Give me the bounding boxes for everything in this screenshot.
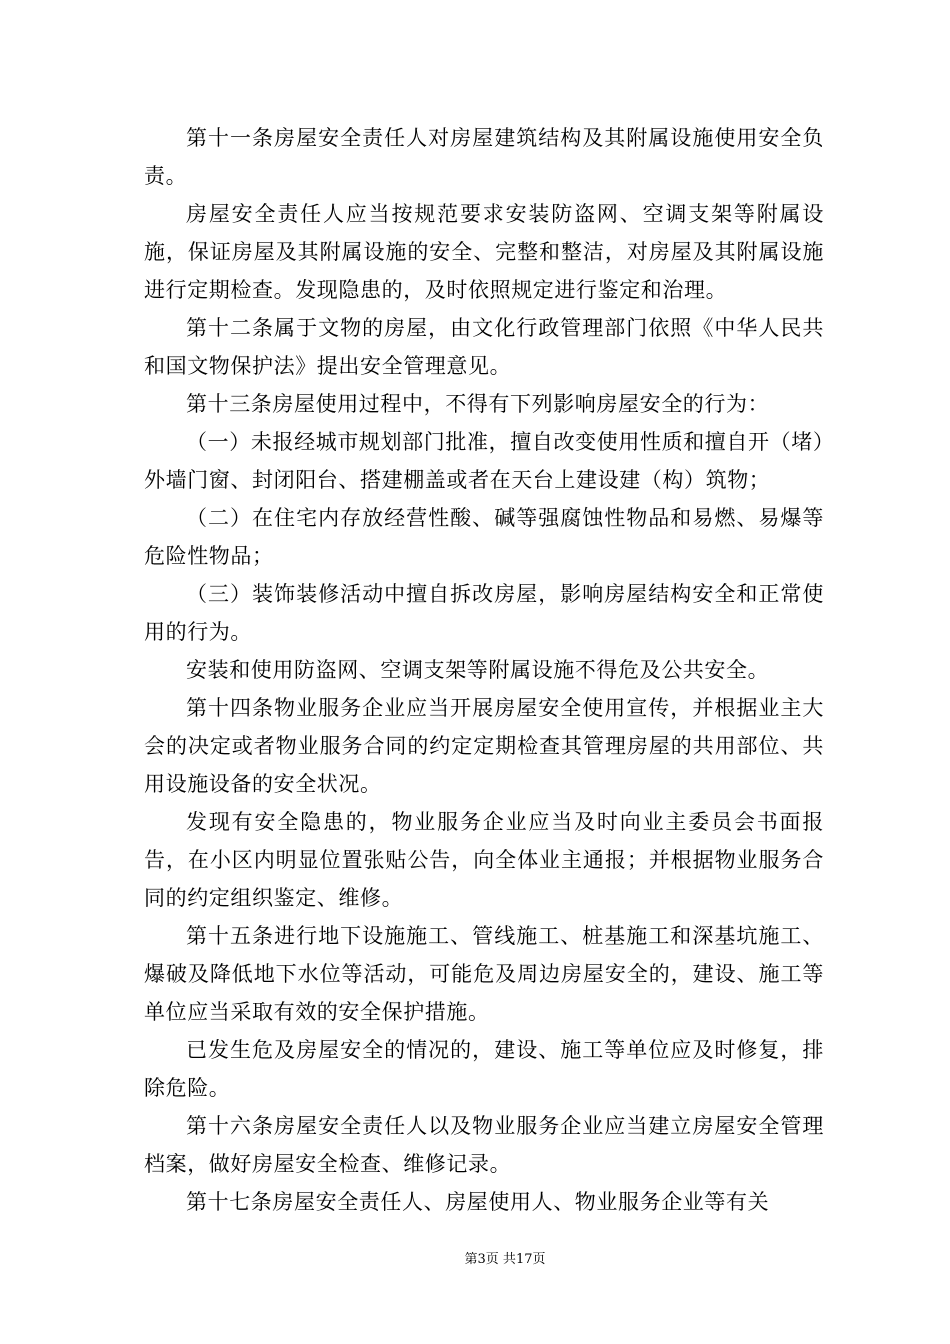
footer-total-pages: 17: [515, 1252, 533, 1267]
paragraph-article-13: 第十三条房屋使用过程中，不得有下列影响房屋安全的行为：: [186, 392, 770, 416]
paragraph-item-1: （一）未报经城市规划部门批准，擅自改变使用性质和擅自开（堵）外墙门窗、封闭阳台、搭建棚盖或者在天台上建设建（构）筑物；: [144, 430, 824, 492]
paragraph-article-17: 第十七条房屋安全责任人、房屋使用人、物业服务企业等有关: [186, 1190, 770, 1214]
page-footer: [0, 1248, 950, 1267]
paragraph-item-3: （三）装饰装修活动中擅自拆改房屋，影响房屋结构安全和正常使用的行为。: [144, 582, 824, 644]
paragraph-article-16: 第十六条房屋安全责任人以及物业服务企业应当建立房屋安全管理档案，做好房屋安全检查、维修记录。: [144, 1114, 824, 1176]
footer-current-page: 3: [477, 1252, 486, 1267]
paragraph-article-11-detail: 房屋安全责任人应当按规范要求安装防盗网、空调支架等附属设施，保证房屋及其附属设施的安全、完整和整洁，对房屋及其附属设施进行定期检查。发现隐患的，及时依照规定进行鉴定和治理。: [144, 202, 824, 302]
footer-suffix: 页: [532, 1252, 546, 1267]
paragraph-article-15: 第十五条进行地下设施施工、管线施工、桩基施工和深基坑施工、爆破及降低地下水位等活动，可能危及周边房屋安全的，建设、施工等单位应当采取有效的安全保护措施。: [144, 924, 824, 1024]
footer-middle: 页 共: [485, 1252, 516, 1267]
document-body: [144, 119, 824, 1221]
paragraph-article-14: 第十四条物业服务企业应当开展房屋安全使用宣传，并根据业主大会的决定或者物业服务合同的约定定期检查其管理房屋的共用部位、共用设施设备的安全状况。: [144, 696, 824, 796]
paragraph-article-12: 第十二条属于文物的房屋，由文化行政管理部门依照《中华人民共和国文物保护法》提出安全管理意见。: [144, 316, 824, 378]
paragraph-article-14-detail: 发现有安全隐患的，物业服务企业应当及时向业主委员会书面报告，在小区内明显位置张贴公告，向全体业主通报；并根据物业服务合同的约定组织鉴定、维修。: [144, 810, 824, 910]
paragraph-public-safety: 安装和使用防盗网、空调支架等附属设施不得危及公共安全。: [186, 658, 770, 682]
paragraph-article-15-detail: 已发生危及房屋安全的情况的，建设、施工等单位应及时修复，排除危险。: [144, 1038, 824, 1100]
paragraph-item-2: （二）在住宅内存放经营性酸、碱等强腐蚀性物品和易燃、易爆等危险性物品；: [144, 506, 824, 568]
footer-prefix: 第: [464, 1252, 478, 1267]
paragraph-article-11: 第十一条房屋安全责任人对房屋建筑结构及其附属设施使用安全负责。: [144, 126, 824, 188]
